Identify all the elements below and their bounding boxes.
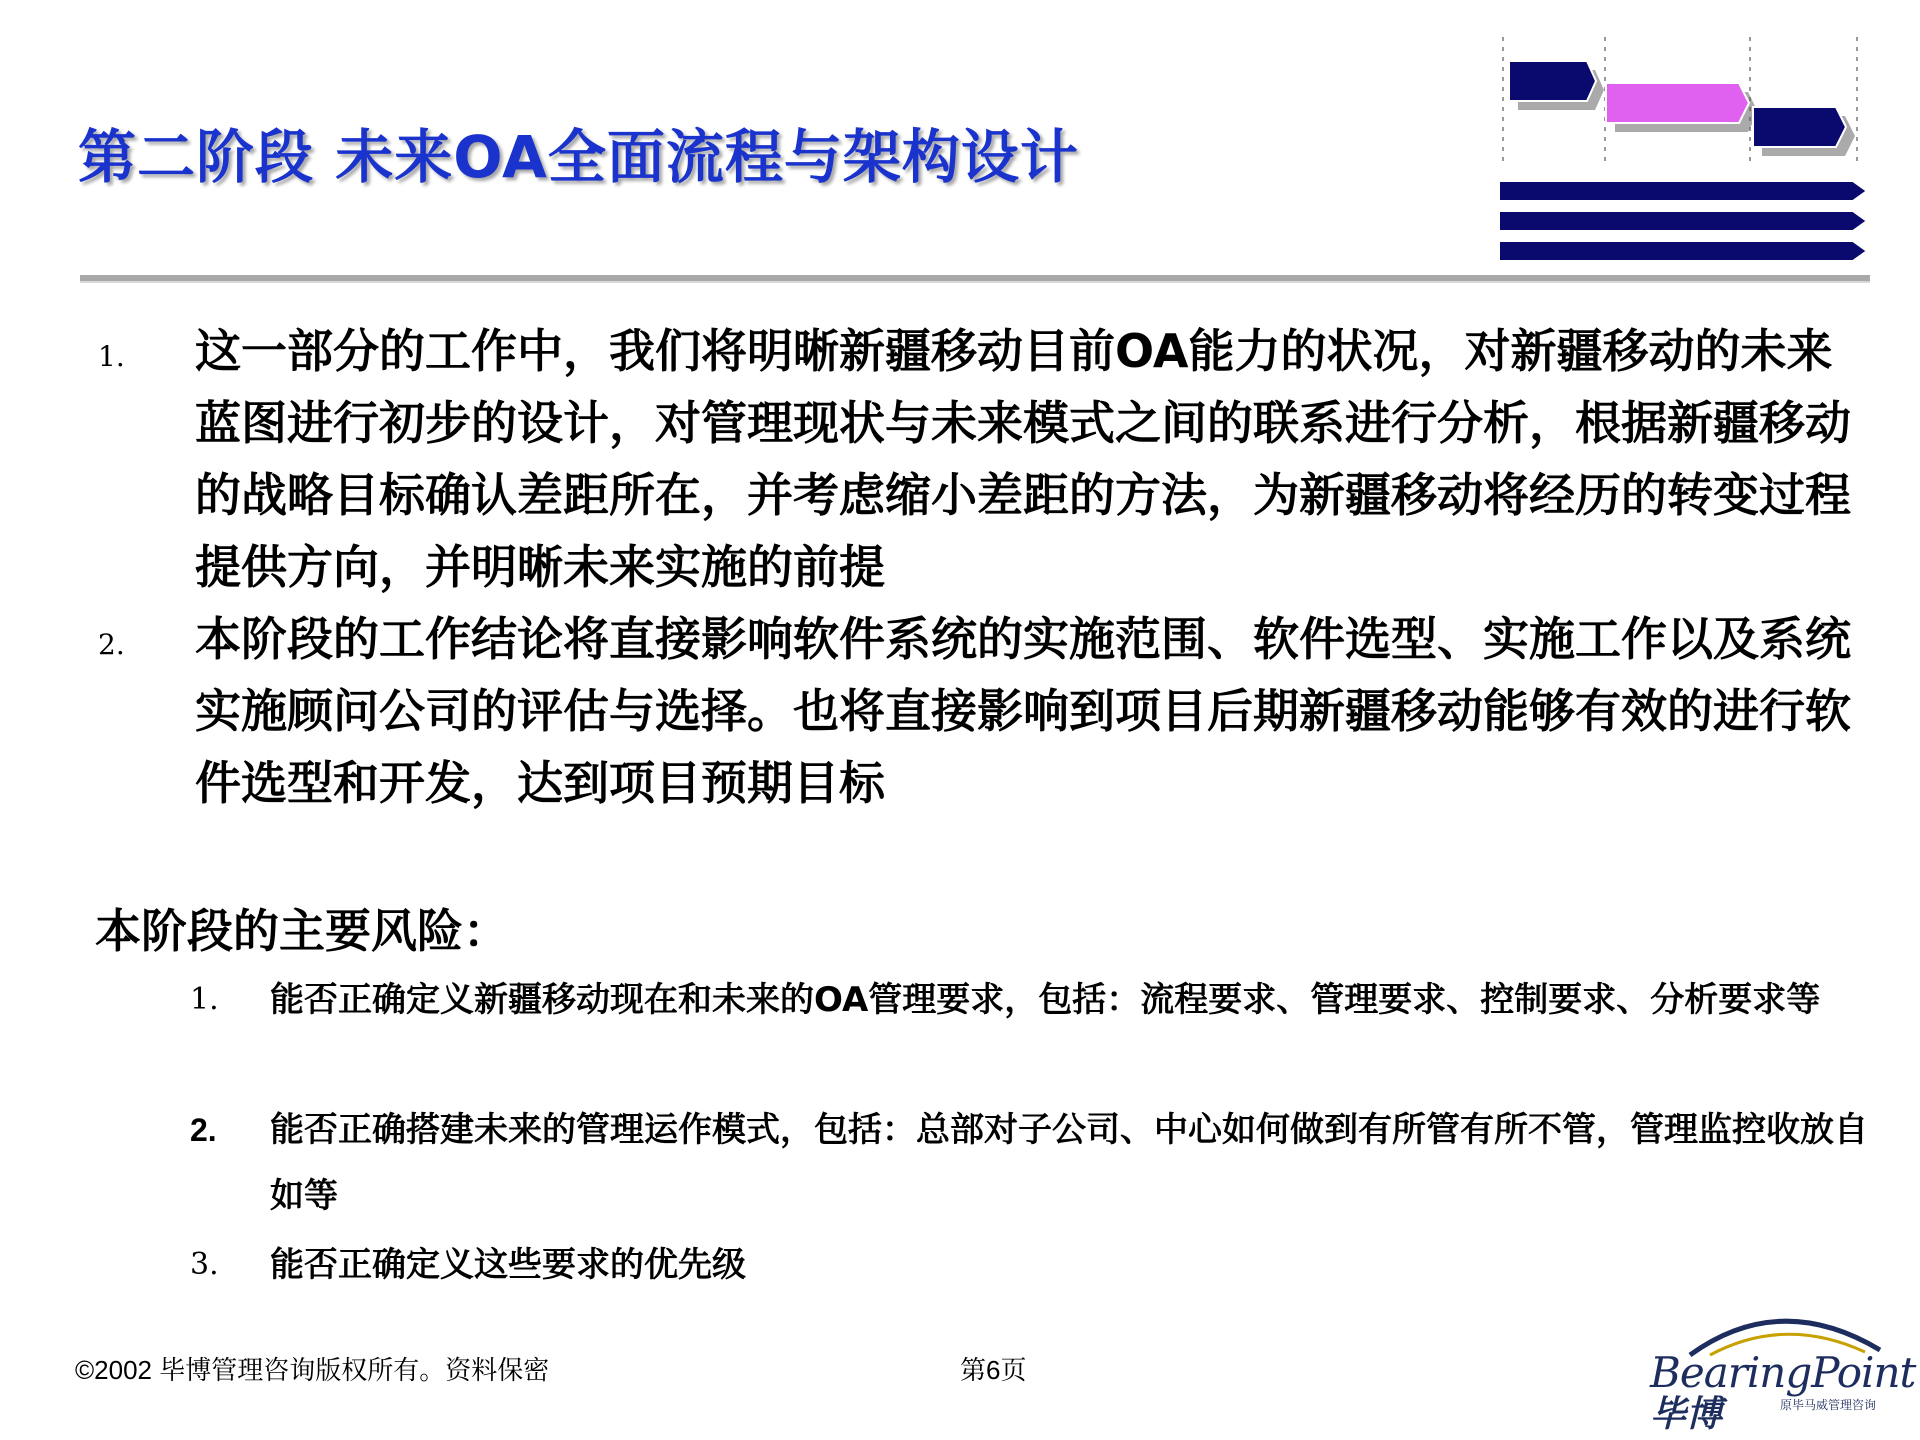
paragraph-number-1: 1. [98,340,125,373]
bearingpoint-logo [1640,1300,1916,1435]
gantt-bar-navy-1-fill [1509,61,1596,101]
gantt-bar-magenta-fill [1606,83,1749,123]
risk-item-3: 能否正确定义这些要求的优先级 [270,1245,746,1285]
risk-number-3: 3. [190,1247,219,1282]
risks-heading: 本阶段的主要风险： [95,904,509,958]
gantt-long-bar-1 [1499,181,1867,201]
logo-name: BearingPoint [1650,1348,1916,1397]
gantt-graphic [1495,35,1875,275]
gantt-long-bar-2 [1499,211,1867,231]
paragraph-2: 本阶段的工作结论将直接影响软件系统的实施范围、软件选型、实施工作以及系统实施顾问公司的评估与选择。也将直接影响到项目后期新疆移动能够有效的进行软件选型和开发，达到项目预期目标 [195,612,1851,810]
risk-number-2: 2. [190,1112,217,1148]
logo-subtitle: 原毕马威管理咨询 [1780,1398,1877,1412]
footer-copyright: ©2002 毕博管理咨询版权所有。资料保密 [75,1355,550,1385]
paragraph-1: 这一部分的工作中，我们将明晰新疆移动目前OA能力的状况，对新疆移动的未来蓝图进行初步的设计，对管理现状与未来模式之间的联系进行分析，根据新疆移动的战略目标确认差距所在，并考虑缩小差距的方法，为新疆移动将经历的转变过程提供方向，并明晰未来实施的前提 [195,324,1851,594]
risk-item-1: 能否正确定义新疆移动现在和未来的OA管理要求，包括：流程要求、管理要求、控制要求、分析要求等 [270,980,1821,1020]
paragraph-number-2: 2. [98,628,125,661]
title-divider [80,275,1870,283]
risk-number-1: 1. [190,982,219,1017]
logo-chinese-name: 毕博 [1650,1393,1723,1435]
page-title: 第二阶段 未来OA全面流程与架构设计 [78,123,1079,191]
gantt-long-bar-3 [1499,241,1867,261]
footer-page-number: 第6页 [960,1355,1027,1385]
gantt-bar-navy-2-fill [1753,107,1846,147]
risk-item-2: 能否正确搭建未来的管理运作模式，包括：总部对子公司、中心如何做到有所管有所不管，管理监控收放自如等 [270,1110,1868,1216]
